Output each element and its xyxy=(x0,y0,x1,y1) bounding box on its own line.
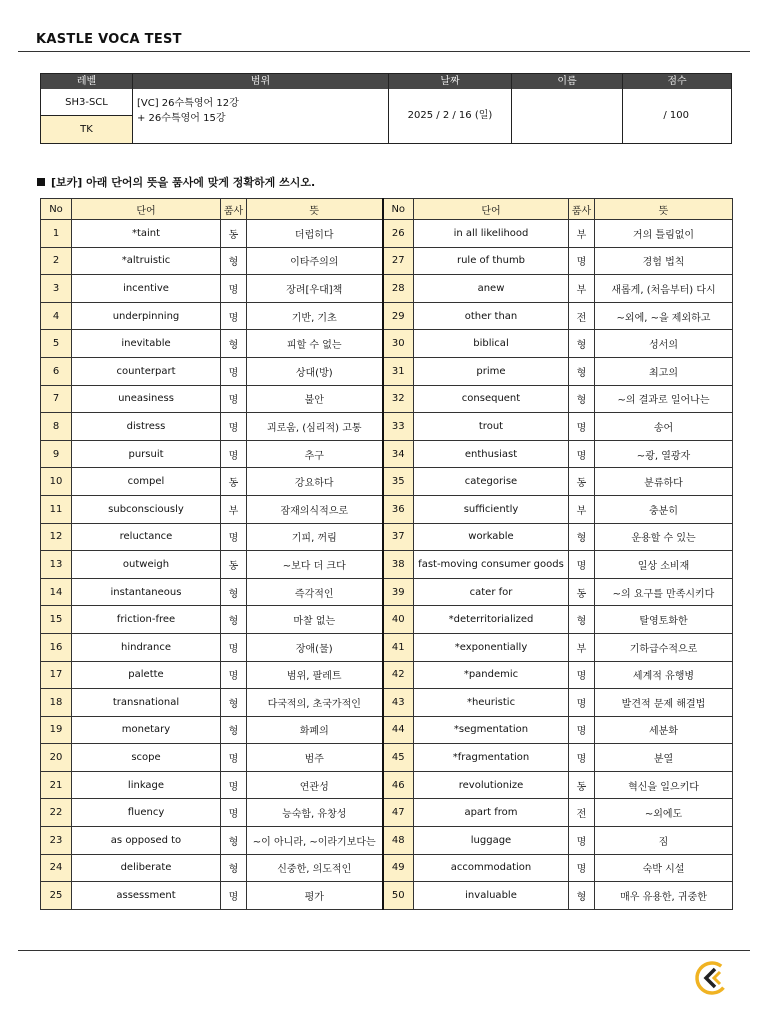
cell-meaning: 기피, 꺼림 xyxy=(247,523,383,551)
cell-word: other than xyxy=(414,302,569,330)
cell-word: subconsciously xyxy=(72,495,221,523)
cell-word: *segmentation xyxy=(414,716,569,744)
cell-pos: 명 xyxy=(221,661,247,689)
cell-meaning: 상대(방) xyxy=(247,357,383,385)
table-row xyxy=(41,468,733,496)
vocab-table xyxy=(40,198,733,910)
cell-no: 4 xyxy=(41,302,72,330)
col-no: No xyxy=(41,199,72,220)
table-row xyxy=(41,275,733,303)
cell-no: 50 xyxy=(383,882,414,910)
table-row xyxy=(41,882,733,910)
cell-meaning: 매우 유용한, 귀중한 xyxy=(595,882,733,910)
kastle-logo-icon xyxy=(694,960,730,996)
instruction xyxy=(37,174,315,190)
table-row xyxy=(41,523,733,551)
cell-meaning: 범주 xyxy=(247,744,383,772)
cell-word: instantaneous xyxy=(72,578,221,606)
table-row xyxy=(41,220,733,248)
table-row xyxy=(41,302,733,330)
cell-no: 34 xyxy=(383,440,414,468)
cell-pos: 명 xyxy=(569,247,595,275)
cell-pos: 명 xyxy=(221,302,247,330)
cell-word: as opposed to xyxy=(72,827,221,855)
table-row xyxy=(41,799,733,827)
cell-word: *pandemic xyxy=(414,661,569,689)
table-row xyxy=(41,716,733,744)
cell-word: uneasiness xyxy=(72,385,221,413)
cell-meaning: 범위, 팔레트 xyxy=(247,661,383,689)
cell-no: 3 xyxy=(41,275,72,303)
cell-no: 22 xyxy=(41,799,72,827)
table-row xyxy=(41,385,733,413)
cell-word: categorise xyxy=(414,468,569,496)
cell-pos: 명 xyxy=(221,440,247,468)
col-meaning: 뜻 xyxy=(247,199,383,220)
cell-no: 21 xyxy=(41,771,72,799)
level-tag: TK xyxy=(41,116,132,143)
cell-word: anew xyxy=(414,275,569,303)
cell-meaning: 피할 수 없는 xyxy=(247,330,383,358)
cell-meaning: 장애(물) xyxy=(247,633,383,661)
cell-pos: 형 xyxy=(221,330,247,358)
date-value: 2025 / 2 / 16 (일) xyxy=(407,110,493,121)
cell-pos: 형 xyxy=(221,689,247,717)
cell-no: 14 xyxy=(41,578,72,606)
table-row xyxy=(41,854,733,882)
cell-meaning: 발견적 문제 해결법 xyxy=(595,689,733,717)
cell-no: 9 xyxy=(41,440,72,468)
cell-word: reluctance xyxy=(72,523,221,551)
range-line-1: [VC] 26수특영어 12강 xyxy=(137,98,239,109)
cell-pos: 동 xyxy=(569,771,595,799)
cell-word: scope xyxy=(72,744,221,772)
cell-word: outweigh xyxy=(72,551,221,579)
table-row xyxy=(41,440,733,468)
cell-meaning: 성서의 xyxy=(595,330,733,358)
cell-word: transnational xyxy=(72,689,221,717)
cell-no: 13 xyxy=(41,551,72,579)
cell-word: trout xyxy=(414,413,569,441)
cell-meaning: 더럽히다 xyxy=(247,220,383,248)
cell-word: *altruistic xyxy=(72,247,221,275)
cell-word: consequent xyxy=(414,385,569,413)
cell-meaning: ~의 요구를 만족시키다 xyxy=(595,578,733,606)
cell-no: 6 xyxy=(41,357,72,385)
cell-no: 8 xyxy=(41,413,72,441)
cell-pos: 명 xyxy=(569,716,595,744)
cell-pos: 형 xyxy=(221,854,247,882)
col-no: No xyxy=(383,199,414,220)
cell-no: 47 xyxy=(383,799,414,827)
cell-pos: 명 xyxy=(569,661,595,689)
info-divider xyxy=(132,74,133,143)
cell-word: inevitable xyxy=(72,330,221,358)
cell-pos: 명 xyxy=(569,744,595,772)
page-title: KASTLE VOCA TEST xyxy=(36,32,182,47)
col-meaning: 뜻 xyxy=(595,199,733,220)
cell-meaning: 운용할 수 있는 xyxy=(595,523,733,551)
cell-meaning: 기하급수적으로 xyxy=(595,633,733,661)
cell-word: pursuit xyxy=(72,440,221,468)
cell-no: 42 xyxy=(383,661,414,689)
cell-no: 45 xyxy=(383,744,414,772)
cell-meaning: 최고의 xyxy=(595,357,733,385)
cell-word: distress xyxy=(72,413,221,441)
cell-meaning: ~광, 열광자 xyxy=(595,440,733,468)
cell-meaning: 일상 소비재 xyxy=(595,551,733,579)
cell-pos: 명 xyxy=(221,413,247,441)
cell-pos: 부 xyxy=(569,220,595,248)
cell-pos: 명 xyxy=(569,689,595,717)
cell-pos: 동 xyxy=(569,578,595,606)
cell-pos: 명 xyxy=(221,744,247,772)
cell-meaning: 혁신을 일으키다 xyxy=(595,771,733,799)
cell-meaning: 분열 xyxy=(595,744,733,772)
cell-word: linkage xyxy=(72,771,221,799)
cell-word: rule of thumb xyxy=(414,247,569,275)
table-row xyxy=(41,744,733,772)
cell-pos: 형 xyxy=(569,357,595,385)
cell-meaning: 거의 틀림없이 xyxy=(595,220,733,248)
cell-no: 46 xyxy=(383,771,414,799)
cell-no: 26 xyxy=(383,220,414,248)
cell-pos: 전 xyxy=(569,799,595,827)
cell-meaning: 세분화 xyxy=(595,716,733,744)
cell-word: counterpart xyxy=(72,357,221,385)
cell-pos: 형 xyxy=(221,827,247,855)
cell-no: 1 xyxy=(41,220,72,248)
cell-no: 23 xyxy=(41,827,72,855)
cell-word: friction-free xyxy=(72,606,221,634)
cell-word: cater for xyxy=(414,578,569,606)
table-header-row xyxy=(41,199,733,220)
cell-no: 28 xyxy=(383,275,414,303)
cell-meaning: ~외에도 xyxy=(595,799,733,827)
cell-meaning: 다국적의, 초국가적인 xyxy=(247,689,383,717)
cell-no: 33 xyxy=(383,413,414,441)
table-row xyxy=(41,606,733,634)
cell-meaning: 화폐의 xyxy=(247,716,383,744)
cell-word: luggage xyxy=(414,827,569,855)
cell-no: 18 xyxy=(41,689,72,717)
cell-pos: 동 xyxy=(221,551,247,579)
cell-meaning: ~이 아니라, ~이라기보다는 xyxy=(247,827,383,855)
cell-pos: 형 xyxy=(221,578,247,606)
cell-no: 43 xyxy=(383,689,414,717)
cell-meaning: ~의 결과로 일어나는 xyxy=(595,385,733,413)
cell-word: monetary xyxy=(72,716,221,744)
cell-meaning: 강요하다 xyxy=(247,468,383,496)
cell-no: 12 xyxy=(41,523,72,551)
cell-pos: 명 xyxy=(569,854,595,882)
score-value: / 100 xyxy=(663,110,689,121)
cell-no: 44 xyxy=(383,716,414,744)
cell-word: sufficiently xyxy=(414,495,569,523)
cell-word: deliberate xyxy=(72,854,221,882)
cell-pos: 명 xyxy=(221,799,247,827)
cell-no: 24 xyxy=(41,854,72,882)
table-row xyxy=(41,689,733,717)
cell-word: *taint xyxy=(72,220,221,248)
table-row xyxy=(41,551,733,579)
cell-pos: 동 xyxy=(569,468,595,496)
cell-pos: 부 xyxy=(569,495,595,523)
cell-no: 10 xyxy=(41,468,72,496)
col-pos: 품사 xyxy=(221,199,247,220)
cell-meaning: 불안 xyxy=(247,385,383,413)
cell-pos: 형 xyxy=(221,716,247,744)
cell-no: 2 xyxy=(41,247,72,275)
cell-pos: 형 xyxy=(221,606,247,634)
cell-word: fast-moving consumer goods xyxy=(414,551,569,579)
cell-pos: 형 xyxy=(569,330,595,358)
cell-word: workable xyxy=(414,523,569,551)
cell-no: 39 xyxy=(383,578,414,606)
bottom-divider xyxy=(18,950,750,951)
label-name: 이름 xyxy=(557,76,577,87)
cell-pos: 명 xyxy=(221,771,247,799)
instruction-text: [보카] 아래 단어의 뜻을 품사에 맞게 정확하게 쓰시오. xyxy=(51,176,316,189)
cell-word: fluency xyxy=(72,799,221,827)
label-range: 범위 xyxy=(250,76,271,87)
cell-meaning: 분류하다 xyxy=(595,468,733,496)
info-table xyxy=(40,73,732,144)
col-word: 단어 xyxy=(414,199,569,220)
cell-no: 35 xyxy=(383,468,414,496)
cell-meaning: 잠재의식적으로 xyxy=(247,495,383,523)
cell-meaning: 숙박 시설 xyxy=(595,854,733,882)
col-pos: 품사 xyxy=(569,199,595,220)
cell-pos: 부 xyxy=(569,633,595,661)
cell-no: 40 xyxy=(383,606,414,634)
cell-pos: 명 xyxy=(569,413,595,441)
cell-no: 16 xyxy=(41,633,72,661)
info-header xyxy=(41,74,731,89)
cell-word: compel xyxy=(72,468,221,496)
cell-no: 27 xyxy=(383,247,414,275)
cell-meaning: 새롭게, (처음부터) 다시 xyxy=(595,275,733,303)
cell-no: 11 xyxy=(41,495,72,523)
cell-pos: 동 xyxy=(221,220,247,248)
cell-pos: 부 xyxy=(221,495,247,523)
cell-meaning: ~보다 더 크다 xyxy=(247,551,383,579)
cell-word: *deterritorialized xyxy=(414,606,569,634)
cell-word: apart from xyxy=(414,799,569,827)
cell-word: enthusiast xyxy=(414,440,569,468)
cell-no: 20 xyxy=(41,744,72,772)
cell-no: 30 xyxy=(383,330,414,358)
square-bullet-icon xyxy=(37,178,45,186)
cell-pos: 동 xyxy=(221,468,247,496)
cell-word: accommodation xyxy=(414,854,569,882)
cell-meaning: 송어 xyxy=(595,413,733,441)
cell-no: 17 xyxy=(41,661,72,689)
top-divider xyxy=(18,51,750,52)
cell-meaning: 추구 xyxy=(247,440,383,468)
table-row xyxy=(41,330,733,358)
table-row xyxy=(41,771,733,799)
cell-pos: 명 xyxy=(569,827,595,855)
cell-no: 37 xyxy=(383,523,414,551)
cell-pos: 명 xyxy=(221,275,247,303)
cell-word: invaluable xyxy=(414,882,569,910)
cell-no: 36 xyxy=(383,495,414,523)
cell-pos: 명 xyxy=(221,882,247,910)
cell-no: 38 xyxy=(383,551,414,579)
cell-word: *exponentially xyxy=(414,633,569,661)
cell-no: 15 xyxy=(41,606,72,634)
cell-pos: 명 xyxy=(221,633,247,661)
cell-pos: 형 xyxy=(221,247,247,275)
cell-meaning: 장려[우대]책 xyxy=(247,275,383,303)
cell-pos: 부 xyxy=(569,275,595,303)
table-row xyxy=(41,661,733,689)
cell-meaning: 탈영토화한 xyxy=(595,606,733,634)
cell-word: prime xyxy=(414,357,569,385)
cell-word: *heuristic xyxy=(414,689,569,717)
cell-word: revolutionize xyxy=(414,771,569,799)
cell-word: palette xyxy=(72,661,221,689)
table-row xyxy=(41,495,733,523)
cell-pos: 형 xyxy=(569,606,595,634)
cell-no: 49 xyxy=(383,854,414,882)
cell-pos: 명 xyxy=(221,357,247,385)
cell-no: 32 xyxy=(383,385,414,413)
cell-pos: 명 xyxy=(221,385,247,413)
level-code: SH3-SCL xyxy=(41,89,132,116)
cell-meaning: 세계적 유행병 xyxy=(595,661,733,689)
name-field[interactable] xyxy=(512,89,622,143)
col-word: 단어 xyxy=(72,199,221,220)
range-value xyxy=(137,96,387,126)
cell-meaning: 즉각적인 xyxy=(247,578,383,606)
cell-word: incentive xyxy=(72,275,221,303)
cell-no: 19 xyxy=(41,716,72,744)
cell-meaning: 충분히 xyxy=(595,495,733,523)
cell-pos: 형 xyxy=(569,882,595,910)
cell-pos: 명 xyxy=(221,523,247,551)
cell-no: 31 xyxy=(383,357,414,385)
cell-meaning: ~외에, ~을 제외하고 xyxy=(595,302,733,330)
cell-meaning: 평가 xyxy=(247,882,383,910)
table-row xyxy=(41,827,733,855)
cell-meaning: 이타주의의 xyxy=(247,247,383,275)
table-row xyxy=(41,578,733,606)
cell-meaning: 괴로움, (심리적) 고통 xyxy=(247,413,383,441)
vocab-body xyxy=(41,220,733,910)
cell-pos: 명 xyxy=(569,440,595,468)
cell-word: assessment xyxy=(72,882,221,910)
cell-pos: 전 xyxy=(569,302,595,330)
table-row xyxy=(41,633,733,661)
cell-word: biblical xyxy=(414,330,569,358)
cell-meaning: 능숙함, 유창성 xyxy=(247,799,383,827)
cell-pos: 형 xyxy=(569,385,595,413)
cell-word: underpinning xyxy=(72,302,221,330)
cell-no: 48 xyxy=(383,827,414,855)
cell-meaning: 신중한, 의도적인 xyxy=(247,854,383,882)
cell-no: 29 xyxy=(383,302,414,330)
cell-no: 25 xyxy=(41,882,72,910)
label-date: 날짜 xyxy=(440,76,460,87)
cell-pos: 형 xyxy=(569,523,595,551)
cell-meaning: 짐 xyxy=(595,827,733,855)
table-row xyxy=(41,357,733,385)
cell-no: 41 xyxy=(383,633,414,661)
label-level: 레벨 xyxy=(76,76,97,87)
label-score: 점수 xyxy=(667,76,687,87)
cell-meaning: 기반, 기초 xyxy=(247,302,383,330)
table-row xyxy=(41,247,733,275)
cell-word: in all likelihood xyxy=(414,220,569,248)
cell-meaning: 경험 법칙 xyxy=(595,247,733,275)
cell-word: *fragmentation xyxy=(414,744,569,772)
table-row xyxy=(41,413,733,441)
range-line-2: + 26수특영어 15강 xyxy=(137,113,226,124)
cell-meaning: 마찰 없는 xyxy=(247,606,383,634)
cell-word: hindrance xyxy=(72,633,221,661)
cell-meaning: 연관성 xyxy=(247,771,383,799)
cell-no: 5 xyxy=(41,330,72,358)
cell-pos: 명 xyxy=(569,551,595,579)
cell-no: 7 xyxy=(41,385,72,413)
